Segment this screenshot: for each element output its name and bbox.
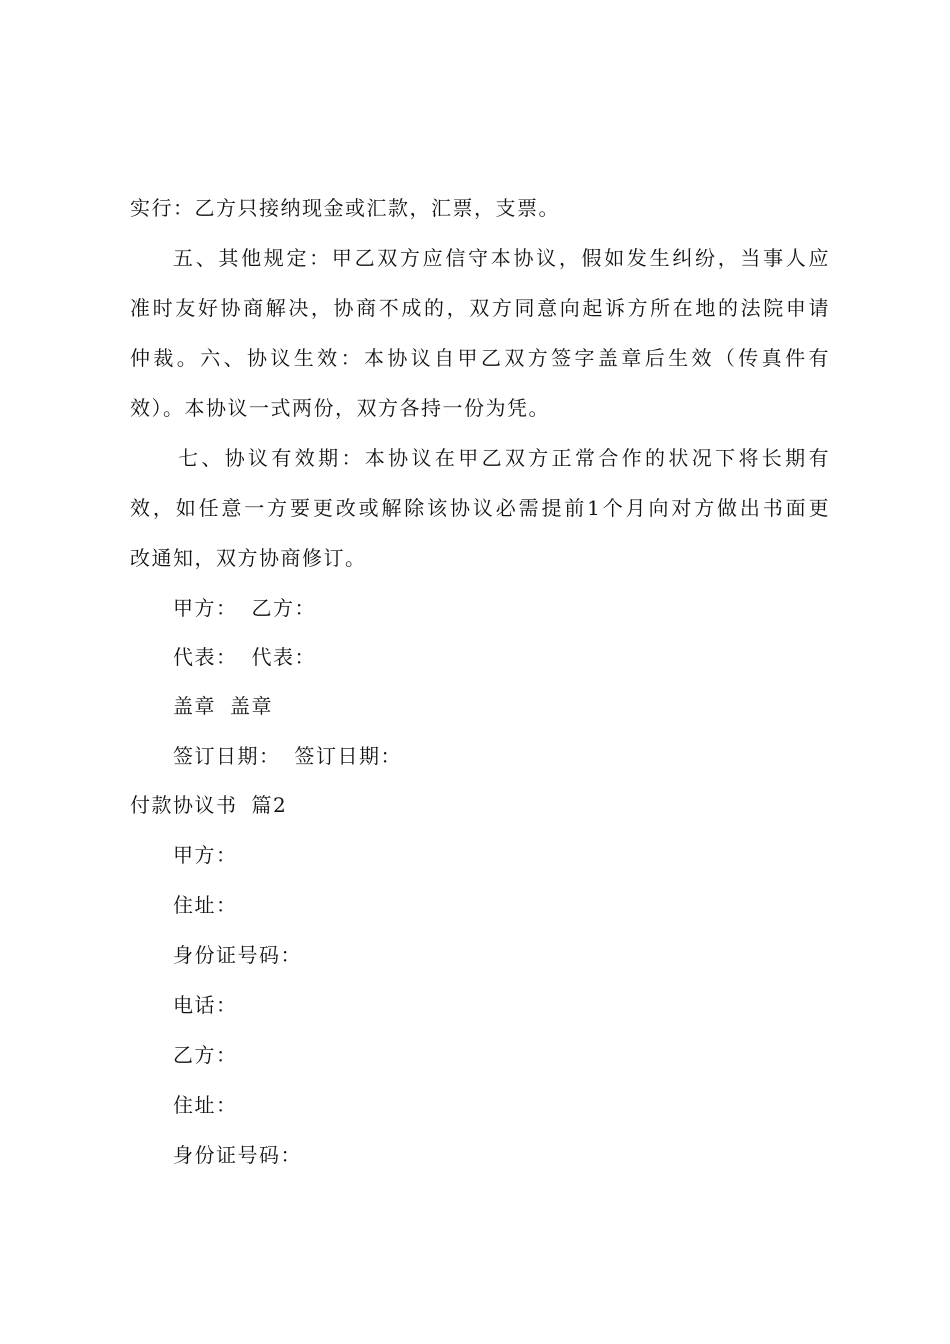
seal-b-label: 盖章 — [230, 694, 273, 718]
body-line-8: 改通知，双方协商修订。 — [130, 546, 367, 570]
rep-b-label: 代表： — [251, 645, 316, 669]
section2-heading-suffix: 篇2 — [251, 793, 288, 817]
body-line-1: 实行：乙方只接纳现金或汇款，汇票，支票。 — [130, 196, 560, 220]
field-id-b: 身份证号码： — [173, 1143, 302, 1167]
party-b-label: 乙方： — [251, 596, 316, 620]
signature-seal-row — [173, 694, 830, 718]
section2-heading-title: 付款协议书 — [130, 793, 238, 817]
signature-rep-row — [173, 645, 830, 669]
seal-a-label: 盖章 — [173, 694, 216, 718]
body-line-6: 七、协议有效期：本协议在甲乙双方正常合作的状况下将长期有 — [178, 446, 830, 470]
party-a-label: 甲方： — [173, 596, 238, 620]
field-phone-a: 电话： — [173, 993, 238, 1017]
body-line-7: 效，如任意一方要更改或解除该协议必需提前1个月向对方做出书面更 — [130, 496, 830, 520]
date-a-label: 签订日期： — [173, 744, 281, 768]
field-party-a: 甲方： — [173, 843, 238, 867]
signature-date-row — [173, 744, 830, 768]
signature-party-row — [173, 596, 830, 620]
field-address-b: 住址： — [173, 1093, 238, 1117]
field-party-b: 乙方： — [173, 1043, 238, 1067]
rep-a-label: 代表： — [173, 645, 238, 669]
field-address-a: 住址： — [173, 893, 238, 917]
body-line-4: 仲裁。六、协议生效：本协议自甲乙双方签字盖章后生效（传真件有 — [130, 346, 830, 370]
body-line-2: 五、其他规定：甲乙双方应信守本协议，假如发生纠纷，当事人应 — [173, 246, 830, 270]
date-b-label: 签订日期： — [294, 744, 402, 768]
section2-heading — [130, 793, 830, 817]
field-id-a: 身份证号码： — [173, 943, 302, 967]
body-line-5: 效）。本协议一式两份，双方各持一份为凭。 — [130, 396, 550, 420]
body-line-3: 准时友好协商解决，协商不成的，双方同意向起诉方所在地的法院申请 — [130, 296, 830, 320]
